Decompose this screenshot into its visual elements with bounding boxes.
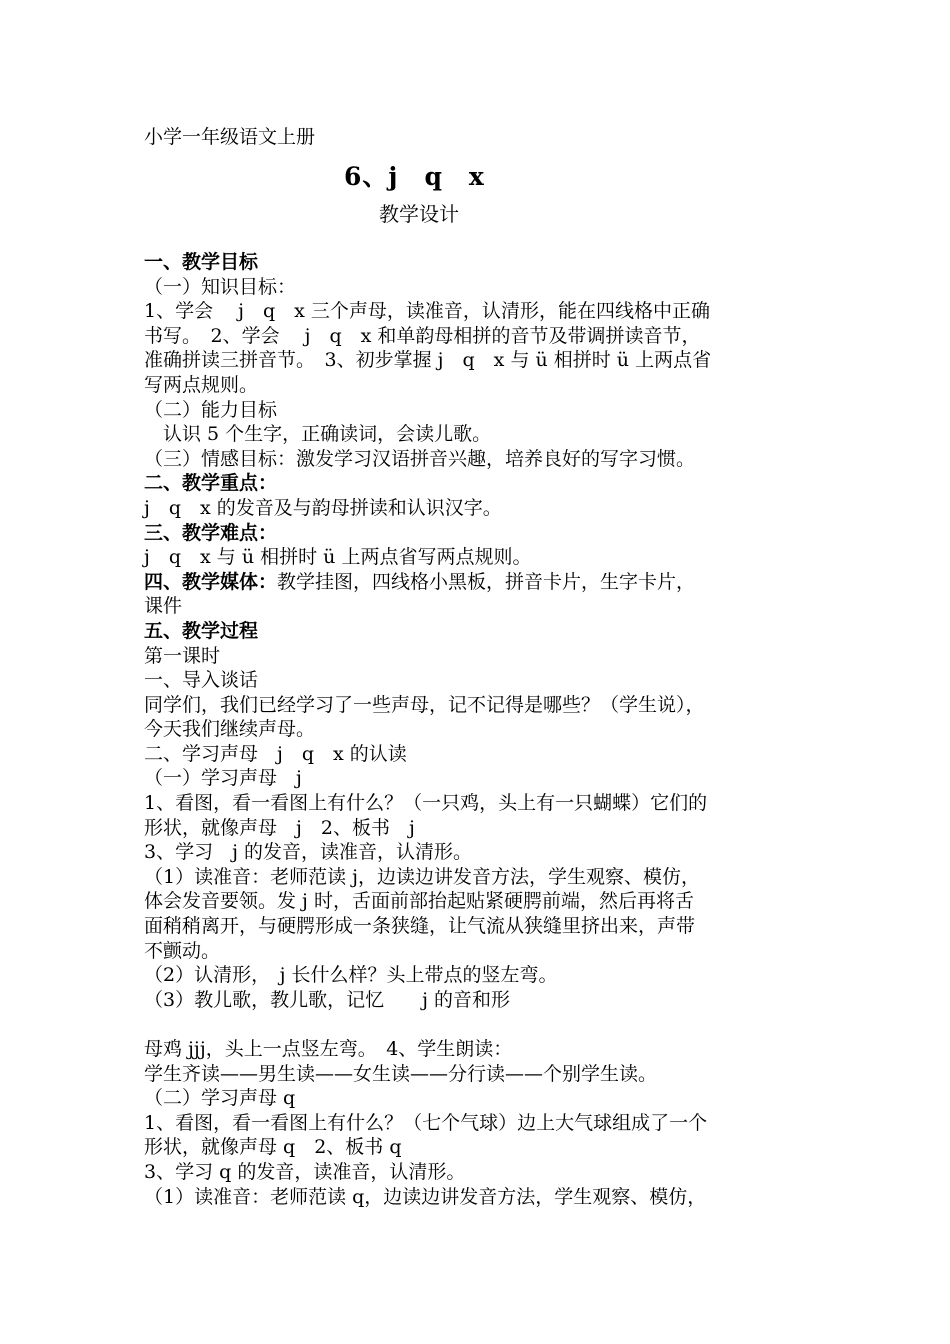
section-heading-label: 四、教学媒体：	[144, 570, 278, 593]
text-line: 一、导入谈话	[144, 669, 259, 692]
text-line: 形状，就像声母 q 2、板书 q	[144, 1136, 402, 1159]
text-line: （三）情感目标：激发学习汉语拼音兴趣，培养良好的写字习惯。	[144, 447, 696, 470]
text-line: 学生齐读——男生读——女生读——分行读——个别学生读。	[144, 1062, 658, 1085]
text-line: 第一课时	[144, 644, 221, 667]
section-heading-text: 教学挂图，四线格小黑板，拼音卡片，生字卡片，	[277, 570, 696, 593]
text-line: 面稍稍离开，与硬腭形成一条狭缝，让气流从狭缝里挤出来，声带	[144, 915, 696, 938]
text-line: （二）能力目标	[144, 398, 278, 421]
document-body	[144, 250, 814, 1209]
text-line: 母鸡 jjj，头上一点竖左弯。 4、学生朗读：	[144, 1038, 513, 1060]
text-line: （2）认清形， j 长什么样？头上带点的竖左弯。	[144, 964, 558, 987]
text-line: 今天我们继续声母。	[144, 718, 316, 741]
document-header: 小学一年级语文上册	[144, 126, 316, 148]
text-line: （一）知识目标：	[144, 275, 297, 298]
section-heading: 三、教学难点：	[144, 521, 278, 544]
text-line: 同学们，我们已经学习了一些声母，记不记得是哪些？（学生说），	[144, 693, 705, 716]
text-line: （二）学习声母 q	[144, 1087, 296, 1110]
text-line: 书写。 2、学会 j q x 和单韵母相拼的音节及带调拼读音节，	[144, 324, 701, 347]
text-line: 1、看图，看一看图上有什么？（一只鸡，头上有一只蝴蝶）它们的	[144, 792, 708, 815]
text-line: 3、学习 j 的发音，读准音，认清形。	[144, 841, 473, 864]
section-heading: 五、教学过程	[144, 619, 259, 642]
text-line: j q x 与 ü 相拼时 ü 上两点省写两点规则。	[144, 546, 532, 569]
section-heading: 二、教学重点：	[144, 472, 278, 495]
text-line: 不颤动。	[144, 939, 221, 962]
text-line: 3、学习 q 的发音，读准音，认清形。	[144, 1160, 466, 1183]
text-line: 准确拼读三拼音节。 3、初步掌握 j q x 与 ü 相拼时 ü 上两点省	[144, 349, 712, 372]
text-line: （1）读准音：老师范读 q，边读边讲发音方法，学生观察、模仿，	[144, 1185, 707, 1208]
text-line: 形状，就像声母 j 2、板书 j	[144, 816, 415, 839]
text-line: 写两点规则。	[144, 373, 259, 396]
text-line: 体会发音要领。发 j 时，舌面前部抬起贴紧硬腭前端，然后再将舌	[144, 890, 694, 913]
text-line	[144, 570, 814, 595]
text-line: （1）读准音：老师范读 j，边读边讲发音方法，学生观察、模仿，	[144, 865, 701, 888]
blank-line	[144, 1012, 814, 1037]
text-line: （3）教儿歌，教儿歌，记忆 j 的音和形	[144, 988, 511, 1011]
text-line: 课件	[144, 595, 183, 618]
text-line: 认识 5 个生字，正确读词，会读儿歌。	[144, 423, 492, 446]
text-line: 1、看图，看一看图上有什么？（七个气球）边上大气球组成了一个	[144, 1111, 708, 1134]
section-heading: 一、教学目标	[144, 251, 259, 273]
lesson-subtitle: 教学设计	[379, 202, 459, 226]
lesson-title: 6、j q x	[344, 162, 485, 191]
text-line: j q x 的发音及与韵母拼读和认识汉字。	[144, 496, 502, 519]
text-line: （一）学习声母 j	[144, 767, 302, 790]
text-line: 二、学习声母 j q x 的认读	[144, 742, 407, 765]
text-line: 1、学会 j q x 三个声母，读准音，认清形，能在四线格中正确	[144, 300, 710, 323]
